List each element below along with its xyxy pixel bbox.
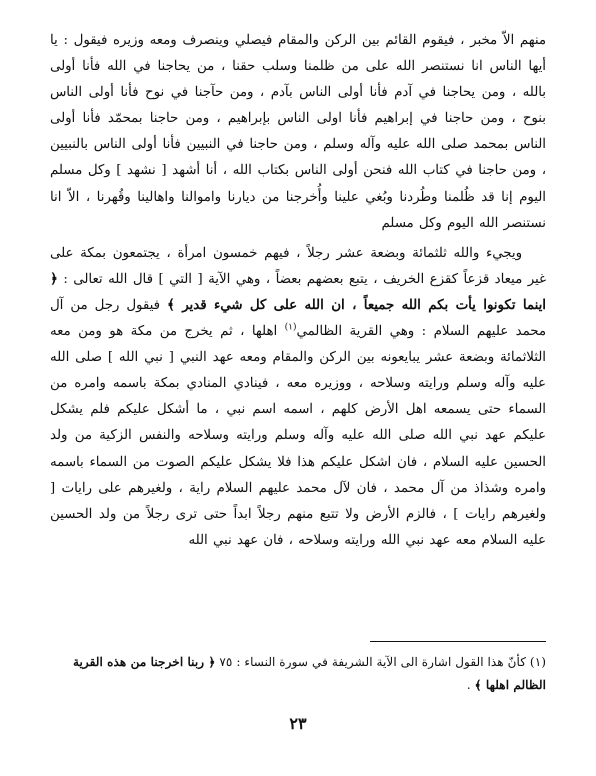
paragraph-2 bbox=[50, 241, 546, 554]
paragraph-2-text-b: فيقول رجل من آل محمد عليهم السلام : وهي القرية الظالمي bbox=[50, 297, 547, 340]
quran-quote: ﴿ اينما تكونوا يأت بكم الله جميعاً ، ان الله على كل شيء قدير ﴾ bbox=[50, 271, 546, 313]
paragraph-1 bbox=[50, 28, 546, 237]
page-number: ٢٣ bbox=[289, 714, 307, 733]
footnote-text-b: . bbox=[466, 678, 471, 692]
footnote-quote: ﴿ ربنا اخرجنا من هذه القرية الظالم اهلها ﴾ bbox=[72, 655, 546, 692]
footnote-separator bbox=[370, 641, 546, 642]
paragraph-2-text-a: ويجيء والله ثلثمائة وبضعة عشر رجلاً ، فيهم خمسون امرأة ، يجتمعون بمكة على غير ميعاد قزعاً كقزع الخريف ، يتبع بعضهم بعضاً ، وهي الآية [ التي ] قال الله تعالى : bbox=[50, 245, 547, 287]
paragraph-2-text-c: اهلها ، ثم يخرج من مكة هو ومن معه الثلاثمائة وبضعة عشر يبايعونه بين الركن والمقام ومعه عهد النبي [ نبي الله ] صلى الله عليه وآله وسلم ورايته وسلاحه ، ووزيره معه ، فينادي المنادي بمكة باسمه وامره من السماء حتى يسمعه اهل الأرض كلهم ، اسمه اسم نبي ، ما أشكل عليكم فلم يشكل عليكم عهد نبي الله صلى الله عليه وآله وسلم ورايته وسلاحه والنفس الزكية من ولد الحسين عليه السلام ، فان اشكل عليكم هذا فلا يشكل عليكم الصوت من السماء باسمه وامره وشذاذ من آل محمد ، فان لآل محمد عليهم السلام راية ، ولغيرهم على رايات [ ولغيرهم رايات ] ، فالزم الأرض ولا تتبع منهم رجلاً ابداً حتى ترى رجلاً من ولد الحسين عليه السلام معه عهد نبي الله ورايته وسلاحه ، فان عهد نبي الله bbox=[50, 324, 546, 548]
paragraph-1-text: منهم الاّ مخبر ، فيقوم القائم بين الركن والمقام فيصلي وينصرف ومعه وزيره فيقول : يا أيها الناس انا نستنصر الله على من ظلمنا وسلب حقنا ، من يحاجنا في الله فأنا أولى بالله ، ومن يحاجنا في آدم فأنا أولى الناس بآدم ، ومن حآجنا في نوح فأنا أولى الناس بنوح ، ومن حاجنا في إبراهيم فأنا اولى الناس بإبراهيم ، ومن حاجنا بمحمّد فأنا أولى الناس بمحمد صلى الله عليه وآله وسلم ، ومن حاجنا في النبيين فأنا أولى الناس بالنبيين ، ومن حاجنا في كتاب الله فنحن أولى الناس بكتاب الله ، أنا أشهد [ نشهد ] وكل مسلم اليوم إنا قد ظُلمنا وطُردنا وبُغي علينا وأُخرجنا من ديارنا واموالنا واهالينا وقُهرنا ، الاّ انا نستنصر الله اليوم وكل مسلم bbox=[50, 33, 546, 231]
footnote-reference: (١) bbox=[284, 322, 297, 333]
main-text bbox=[50, 28, 546, 554]
footnote-text-a: (١) كأنّ هذا القول اشارة الى الآية الشريفة في سورة النساء : ٧٥ bbox=[219, 655, 546, 669]
footnote bbox=[50, 651, 546, 697]
